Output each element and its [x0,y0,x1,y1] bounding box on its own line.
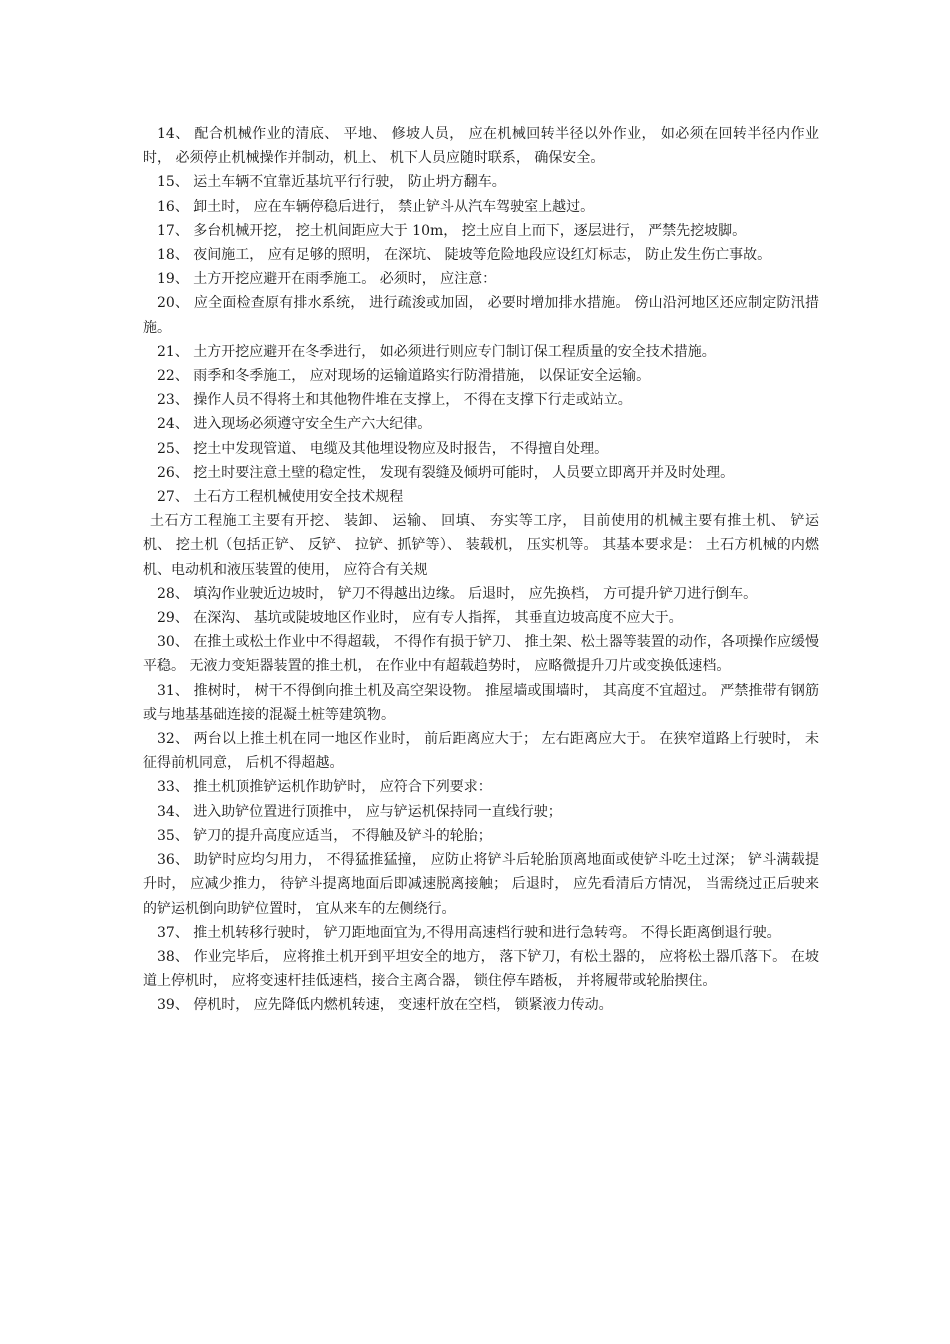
paragraph-39: 39、 停机时， 应先降低内燃机转速， 变速杆放在空档， 锁紧液力传动。 [157,997,613,1014]
paragraph-19: 19、 土方开挖应避开在雨季施工。 必须时， 应注意： [157,271,497,288]
paragraph-24: 24、 进入现场必须遵守安全生产六大纪律。 [157,416,432,433]
paragraph-38: 38、 作业完毕后， 应将推土机开到平坦安全的地方， 落下铲刀，有松土器的， 应将松土器爪落下。 在坡道上停机时， 应将变速杆挂低速档，接合主离合器， 锁住停车踏板， 并将履带或轮胎揳住。 [143,948,819,990]
paragraph-15: 15、 运土车辆不宜靠近基坑平行行驶， 防止坍方翻车。 [157,174,506,191]
paragraph-32: 32、 两台以上推土机在同一地区作业时， 前后距离应大于； 左右距离应大于。 在狭窄道路上行驶时， 未征得前机同意， 后机不得超越。 [143,731,819,772]
paragraph-intro: 土石方工程施工主要有开挖、 装卸、 运输、 回填、 夯实等工序， 目前使用的机械主要有推土机、 铲运机、 挖土机（包括正铲、 反铲、 拉铲、抓铲等）、 装载机， 压实机等。 其基本要求是： 土石方机械的内燃机、电动机和液压装置的使用， 应符合有关规 [143,513,819,578]
paragraph-27-heading: 27、 土石方工程机械使用安全技术规程 [157,489,404,506]
document-body [143,122,819,1018]
paragraph-28: 28、 填沟作业驶近边坡时， 铲刀不得越出边缘。 后退时， 应先换档， 方可提升铲刀进行倒车。 [157,585,758,602]
paragraph-20: 20、 应全面检查原有排水系统， 进行疏浚或加固， 必要时增加排水措施。 傍山沿河地区还应制定防汛措施。 [143,295,819,336]
paragraph-29: 29、 在深沟、 基坑或陡坡地区作业时， 应有专人指挥， 其垂直边坡高度不应大于。 [157,610,683,627]
paragraph-26: 26、 挖土时要注意土壁的稳定性， 发现有裂缝及倾坍可能时， 人员要立即离开并及时处理。 [157,464,735,481]
paragraph-17: 17、 多台机械开挖， 挖土机间距应大于 10m， 挖土应自上而下，逐层进行， 严禁先挖坡脚。 [157,222,747,239]
paragraph-33: 33、 推土机顶推铲运机作助铲时， 应符合下列要求： [157,779,492,796]
paragraph-22: 22、 雨季和冬季施工， 应对现场的运输道路实行防滑措施， 以保证安全运输。 [157,368,651,385]
paragraph-36: 36、 助铲时应均匀用力， 不得猛推猛撞， 应防止将铲斗后轮胎顶离地面或使铲斗吃土过深； 铲斗满载提升时， 应减少推力， 待铲斗提离地面后即减速脱离接触； 后退时， 应先看清后方情况， 当需绕过正后驶来的铲运机倒向助铲位置时， 宜从来车的左侧绕行。 [143,852,819,917]
paragraph-35: 35、 铲刀的提升高度应适当， 不得触及铲斗的轮胎； [157,827,492,844]
paragraph-37: 37、 推土机转移行驶时， 铲刀距地面宜为,不得用高速档行驶和进行急转弯。 不得长距离倒退行驶。 [157,924,781,941]
paragraph-23: 23、 操作人员不得将土和其他物件堆在支撑上， 不得在支撑下行走或站立。 [157,392,632,409]
paragraph-30: 30、 在推土或松土作业中不得超载， 不得作有损于铲刀、 推土架、松土器等装置的动作，各项操作应缓慢平稳。 无液力变矩器装置的推土机， 在作业中有超载趋势时， 应略微提升刀片或变换低速档。 [143,634,819,675]
paragraph-25: 25、 挖土中发现管道、 电缆及其他埋设物应及时报告， 不得擅自处理。 [157,440,609,457]
paragraph-18: 18、 夜间施工， 应有足够的照明， 在深坑、 陡坡等危险地段应设红灯标志， 防止发生伤亡事故。 [157,247,772,264]
paragraph-21: 21、 土方开挖应避开在冬季进行， 如必须进行则应专门制订保工程质量的安全技术措施。 [157,343,716,360]
paragraph-34: 34、 进入助铲位置进行顶推中， 应与铲运机保持同一直线行驶； [157,803,562,820]
paragraph-14: 14、 配合机械作业的清底、 平地、 修坡人员， 应在机械回转半径以外作业， 如必须在回转半径内作业时， 必须停止机械操作并制动，机上、 机下人员应随时联系， 确保安全。 [143,126,819,167]
paragraph-31: 31、 推树时， 树干不得倒向推土机及高空架设物。 推屋墙或围墙时， 其高度不宜超过。 严禁推带有钢筋或与地基基础连接的混凝土桩等建筑物。 [143,682,819,723]
paragraph-16: 16、 卸土时， 应在车辆停稳后进行， 禁止铲斗从汽车驾驶室上越过。 [157,198,595,215]
